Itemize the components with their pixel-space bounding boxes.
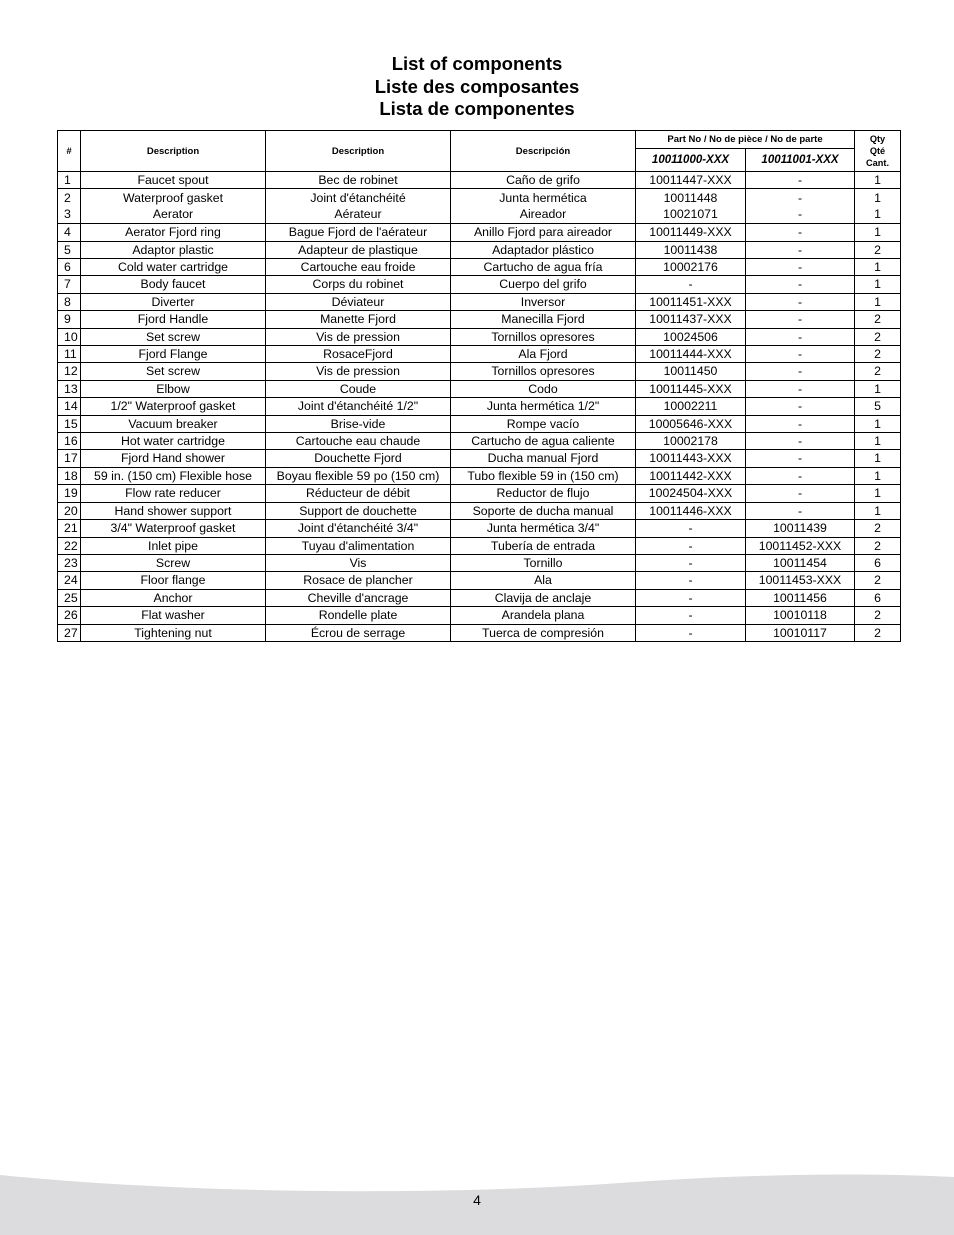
table-row bbox=[58, 520, 901, 537]
description-en: Fjord Flange bbox=[81, 346, 266, 363]
table-row bbox=[58, 241, 901, 258]
row-number: 14 bbox=[58, 398, 81, 415]
part-number-model-a: 10002176 bbox=[636, 259, 746, 276]
part-number-model-a: 10011450 bbox=[636, 363, 746, 380]
description-fr: Corps du robinet bbox=[266, 276, 451, 293]
quantity-line: 1 bbox=[874, 190, 881, 205]
row-number: 10 bbox=[58, 328, 81, 345]
part-number-model-a: 10002211 bbox=[636, 398, 746, 415]
description-es: Soporte de ducha manual bbox=[451, 502, 636, 519]
description-es: Tornillo bbox=[451, 554, 636, 571]
part-number-model-a: 10005646-XXX bbox=[636, 415, 746, 432]
part-number-model-b: - bbox=[746, 276, 855, 293]
description-es: Codo bbox=[451, 380, 636, 397]
quantity: 1 bbox=[855, 485, 901, 502]
row-number: 12 bbox=[58, 363, 81, 380]
description-en-line: Waterproof gasket bbox=[122, 190, 223, 205]
row-number-line: 3 bbox=[64, 207, 71, 222]
header-description-es: Descripción bbox=[451, 131, 636, 172]
quantity: 2 bbox=[855, 607, 901, 624]
description-fr: Boyau flexible 59 po (150 cm) bbox=[266, 467, 451, 484]
description-es: Caño de grifo bbox=[451, 172, 636, 189]
header-model-b: 10011001-XXX bbox=[746, 149, 855, 172]
table-row bbox=[58, 189, 901, 224]
row-number: 24 bbox=[58, 572, 81, 589]
row-number: 25 bbox=[58, 589, 81, 606]
description-fr: Écrou de serrage bbox=[266, 624, 451, 641]
title-spanish: Lista de componentes bbox=[379, 98, 575, 119]
part-number-model-a: 10011447-XXX bbox=[636, 172, 746, 189]
description-fr: Cartouche eau froide bbox=[266, 259, 451, 276]
description-es: Ala Fjord bbox=[451, 346, 636, 363]
description-fr: Vis de pression bbox=[266, 363, 451, 380]
part-number-model-a: 10011451-XXX bbox=[636, 293, 746, 310]
quantity: 1 bbox=[855, 293, 901, 310]
table-row bbox=[58, 502, 901, 519]
description-fr: Bec de robinet bbox=[266, 172, 451, 189]
description-fr: Déviateur bbox=[266, 293, 451, 310]
quantity: 1 bbox=[855, 259, 901, 276]
description-en: Hot water cartridge bbox=[81, 433, 266, 450]
description-en: Cold water cartridge bbox=[81, 259, 266, 276]
quantity: 6 bbox=[855, 589, 901, 606]
quantity: 2 bbox=[855, 520, 901, 537]
description-es: Junta hermética 1/2" bbox=[451, 398, 636, 415]
description-fr: Réducteur de débit bbox=[266, 485, 451, 502]
description-es: Tubo flexible 59 in (150 cm) bbox=[451, 467, 636, 484]
row-number-line: 2 bbox=[64, 190, 71, 205]
row-number: 11 bbox=[58, 346, 81, 363]
table-row bbox=[58, 485, 901, 502]
quantity: 2 bbox=[855, 537, 901, 554]
description-es: Junta hermética 3/4" bbox=[451, 520, 636, 537]
table-row bbox=[58, 415, 901, 432]
description-fr bbox=[266, 189, 451, 224]
quantity: 2 bbox=[855, 241, 901, 258]
table-row bbox=[58, 433, 901, 450]
description-es-line: Junta hermética bbox=[499, 190, 587, 205]
part-number-model-a bbox=[636, 189, 746, 224]
row-number: 26 bbox=[58, 607, 81, 624]
description-en bbox=[81, 189, 266, 224]
description-fr: RosaceFjord bbox=[266, 346, 451, 363]
part-number-model-b: - bbox=[746, 311, 855, 328]
part-number-model-a: 10011443-XXX bbox=[636, 450, 746, 467]
description-es-line: Aireador bbox=[519, 207, 567, 222]
description-es: Arandela plana bbox=[451, 607, 636, 624]
description-es: Anillo Fjord para aireador bbox=[451, 224, 636, 241]
table-row bbox=[58, 398, 901, 415]
row-number: 18 bbox=[58, 467, 81, 484]
part-number-model-b: - bbox=[746, 346, 855, 363]
description-fr: Coude bbox=[266, 380, 451, 397]
description-en: Anchor bbox=[81, 589, 266, 606]
page-number: 4 bbox=[473, 1192, 481, 1208]
description-en: Flat washer bbox=[81, 607, 266, 624]
header-quantity bbox=[855, 131, 901, 172]
table-body bbox=[58, 172, 901, 642]
table-row bbox=[58, 224, 901, 241]
header-part-number: Part No / No de pièce / No de parte bbox=[636, 131, 855, 149]
part-number-model-a: 10011437-XXX bbox=[636, 311, 746, 328]
table-row bbox=[58, 259, 901, 276]
description-en: Screw bbox=[81, 554, 266, 571]
part-number-model-b: - bbox=[746, 502, 855, 519]
description-en: Tightening nut bbox=[81, 624, 266, 641]
quantity: 1 bbox=[855, 433, 901, 450]
part-number-model-b: 10011439 bbox=[746, 520, 855, 537]
description-es: Reductor de flujo bbox=[451, 485, 636, 502]
part-number-model-a: 10002178 bbox=[636, 433, 746, 450]
quantity-line: 1 bbox=[874, 207, 881, 222]
description-en: Floor flange bbox=[81, 572, 266, 589]
row-number: 6 bbox=[58, 259, 81, 276]
part-number-model-a: - bbox=[636, 589, 746, 606]
description-fr: Cartouche eau chaude bbox=[266, 433, 451, 450]
part-number-model-b: - bbox=[746, 241, 855, 258]
part-number-model-b: - bbox=[746, 259, 855, 276]
row-number: 4 bbox=[58, 224, 81, 241]
description-fr-line: Aérateur bbox=[334, 207, 382, 222]
quantity: 2 bbox=[855, 572, 901, 589]
description-es: Inversor bbox=[451, 293, 636, 310]
row-number: 15 bbox=[58, 415, 81, 432]
description-en: Flow rate reducer bbox=[81, 485, 266, 502]
row-number: 8 bbox=[58, 293, 81, 310]
part-number-model-b-line: - bbox=[797, 207, 803, 222]
header-number: # bbox=[58, 131, 81, 172]
part-number-model-a: - bbox=[636, 537, 746, 554]
description-fr: Support de douchette bbox=[266, 502, 451, 519]
quantity: 1 bbox=[855, 380, 901, 397]
quantity: 1 bbox=[855, 467, 901, 484]
description-en: Set screw bbox=[81, 363, 266, 380]
part-number-model-a: 10011442-XXX bbox=[636, 467, 746, 484]
header-qty-en: Qty bbox=[869, 134, 886, 144]
description-en: Elbow bbox=[81, 380, 266, 397]
part-number-model-b: 10011456 bbox=[746, 589, 855, 606]
description-fr: Tuyau d'alimentation bbox=[266, 537, 451, 554]
description-es: Rompe vacío bbox=[451, 415, 636, 432]
row-number: 20 bbox=[58, 502, 81, 519]
part-number-model-b: - bbox=[746, 467, 855, 484]
quantity: 1 bbox=[855, 276, 901, 293]
description-en: Inlet pipe bbox=[81, 537, 266, 554]
description-es: Tuerca de compresión bbox=[451, 624, 636, 641]
description-en: Fjord Handle bbox=[81, 311, 266, 328]
row-number: 13 bbox=[58, 380, 81, 397]
description-es bbox=[451, 189, 636, 224]
quantity: 2 bbox=[855, 328, 901, 345]
quantity: 2 bbox=[855, 346, 901, 363]
description-es: Tornillos opresores bbox=[451, 363, 636, 380]
part-number-model-a: 10024506 bbox=[636, 328, 746, 345]
description-es: Cuerpo del grifo bbox=[451, 276, 636, 293]
part-number-model-a: - bbox=[636, 554, 746, 571]
page-title bbox=[0, 53, 954, 121]
description-en: Body faucet bbox=[81, 276, 266, 293]
description-en: 59 in. (150 cm) Flexible hose bbox=[81, 467, 266, 484]
part-number-model-b: 10011454 bbox=[746, 554, 855, 571]
description-fr: Vis de pression bbox=[266, 328, 451, 345]
row-number: 23 bbox=[58, 554, 81, 571]
header-description-fr: Description bbox=[266, 131, 451, 172]
header-description-en: Description bbox=[81, 131, 266, 172]
description-en: 1/2" Waterproof gasket bbox=[81, 398, 266, 415]
description-fr: Bague Fjord de l'aérateur bbox=[266, 224, 451, 241]
description-es: Tornillos opresores bbox=[451, 328, 636, 345]
components-table bbox=[57, 130, 901, 642]
part-number-model-b: - bbox=[746, 485, 855, 502]
table-row bbox=[58, 276, 901, 293]
table-row bbox=[58, 572, 901, 589]
part-number-model-a: - bbox=[636, 520, 746, 537]
description-es: Cartucho de agua caliente bbox=[451, 433, 636, 450]
quantity: 1 bbox=[855, 450, 901, 467]
part-number-model-a: 10011438 bbox=[636, 241, 746, 258]
table-row bbox=[58, 346, 901, 363]
row-number: 21 bbox=[58, 520, 81, 537]
part-number-model-b: 10010117 bbox=[746, 624, 855, 641]
quantity: 2 bbox=[855, 624, 901, 641]
title-french: Liste des composantes bbox=[374, 75, 580, 97]
row-number bbox=[58, 189, 81, 224]
table-row bbox=[58, 328, 901, 345]
part-number-model-b: - bbox=[746, 328, 855, 345]
part-number-model-a: - bbox=[636, 276, 746, 293]
description-fr: Joint d'étanchéité 1/2" bbox=[266, 398, 451, 415]
quantity: 6 bbox=[855, 554, 901, 571]
description-fr: Brise-vide bbox=[266, 415, 451, 432]
table-row bbox=[58, 311, 901, 328]
table-row bbox=[58, 293, 901, 310]
row-number: 1 bbox=[58, 172, 81, 189]
description-en: Fjord Hand shower bbox=[81, 450, 266, 467]
part-number-model-a: - bbox=[636, 572, 746, 589]
row-number: 19 bbox=[58, 485, 81, 502]
part-number-model-a: - bbox=[636, 624, 746, 641]
part-number-model-b bbox=[746, 189, 855, 224]
part-number-model-b: - bbox=[746, 450, 855, 467]
part-number-model-b: - bbox=[746, 415, 855, 432]
description-es: Clavija de anclaje bbox=[451, 589, 636, 606]
description-en: Hand shower support bbox=[81, 502, 266, 519]
part-number-model-b: - bbox=[746, 380, 855, 397]
part-number-model-a: 10011444-XXX bbox=[636, 346, 746, 363]
part-number-model-b: 10011453-XXX bbox=[746, 572, 855, 589]
row-number: 5 bbox=[58, 241, 81, 258]
header-qty-fr: Qté bbox=[869, 146, 886, 156]
table-row bbox=[58, 537, 901, 554]
description-en: Faucet spout bbox=[81, 172, 266, 189]
part-number-model-b: 10011452-XXX bbox=[746, 537, 855, 554]
table-row bbox=[58, 554, 901, 571]
part-number-model-b: - bbox=[746, 398, 855, 415]
row-number: 9 bbox=[58, 311, 81, 328]
description-fr: Adapteur de plastique bbox=[266, 241, 451, 258]
table-row bbox=[58, 589, 901, 606]
part-number-model-a: 10024504-XXX bbox=[636, 485, 746, 502]
part-number-model-a-line: 10011448 bbox=[663, 190, 718, 205]
description-en: Set screw bbox=[81, 328, 266, 345]
header-model-a: 10011000-XXX bbox=[636, 149, 746, 172]
quantity: 1 bbox=[855, 415, 901, 432]
row-number: 17 bbox=[58, 450, 81, 467]
table-row bbox=[58, 363, 901, 380]
title-english: List of components bbox=[391, 53, 563, 74]
table-row bbox=[58, 380, 901, 397]
description-en: 3/4" Waterproof gasket bbox=[81, 520, 266, 537]
description-fr: Vis bbox=[266, 554, 451, 571]
description-fr: Rondelle plate bbox=[266, 607, 451, 624]
quantity: 5 bbox=[855, 398, 901, 415]
description-fr: Cheville d'ancrage bbox=[266, 589, 451, 606]
description-fr: Rosace de plancher bbox=[266, 572, 451, 589]
row-number: 22 bbox=[58, 537, 81, 554]
quantity: 1 bbox=[855, 502, 901, 519]
row-number: 16 bbox=[58, 433, 81, 450]
part-number-model-b: 10010118 bbox=[746, 607, 855, 624]
description-es: Cartucho de agua fría bbox=[451, 259, 636, 276]
quantity: 2 bbox=[855, 363, 901, 380]
description-en: Aerator Fjord ring bbox=[81, 224, 266, 241]
description-en: Diverter bbox=[81, 293, 266, 310]
quantity: 2 bbox=[855, 311, 901, 328]
description-fr: Douchette Fjord bbox=[266, 450, 451, 467]
part-number-model-b: - bbox=[746, 224, 855, 241]
row-number: 7 bbox=[58, 276, 81, 293]
description-en-line: Aerator bbox=[152, 207, 194, 222]
table-row bbox=[58, 624, 901, 641]
part-number-model-b: - bbox=[746, 363, 855, 380]
part-number-model-a-line: 10021071 bbox=[663, 207, 718, 222]
part-number-model-b: - bbox=[746, 433, 855, 450]
table-row bbox=[58, 467, 901, 484]
quantity bbox=[855, 189, 901, 224]
table-row bbox=[58, 450, 901, 467]
header-qty-es: Cant. bbox=[866, 158, 889, 168]
part-number-model-b-line: - bbox=[797, 190, 803, 205]
table-row bbox=[58, 607, 901, 624]
description-es: Adaptador plástico bbox=[451, 241, 636, 258]
part-number-model-b: - bbox=[746, 293, 855, 310]
description-es: Ala bbox=[451, 572, 636, 589]
table-row bbox=[58, 172, 901, 189]
row-number: 27 bbox=[58, 624, 81, 641]
description-fr: Manette Fjord bbox=[266, 311, 451, 328]
part-number-model-b: - bbox=[746, 172, 855, 189]
description-fr-line: Joint d'étanchéité bbox=[310, 190, 406, 205]
description-es: Manecilla Fjord bbox=[451, 311, 636, 328]
description-fr: Joint d'étanchéité 3/4" bbox=[266, 520, 451, 537]
part-number-model-a: 10011446-XXX bbox=[636, 502, 746, 519]
part-number-model-a: - bbox=[636, 607, 746, 624]
part-number-model-a: 10011445-XXX bbox=[636, 380, 746, 397]
table-header bbox=[58, 131, 901, 172]
description-en: Vacuum breaker bbox=[81, 415, 266, 432]
quantity: 1 bbox=[855, 224, 901, 241]
description-es: Tubería de entrada bbox=[451, 537, 636, 554]
quantity: 1 bbox=[855, 172, 901, 189]
part-number-model-a: 10011449-XXX bbox=[636, 224, 746, 241]
description-en: Adaptor plastic bbox=[81, 241, 266, 258]
description-es: Ducha manual Fjord bbox=[451, 450, 636, 467]
